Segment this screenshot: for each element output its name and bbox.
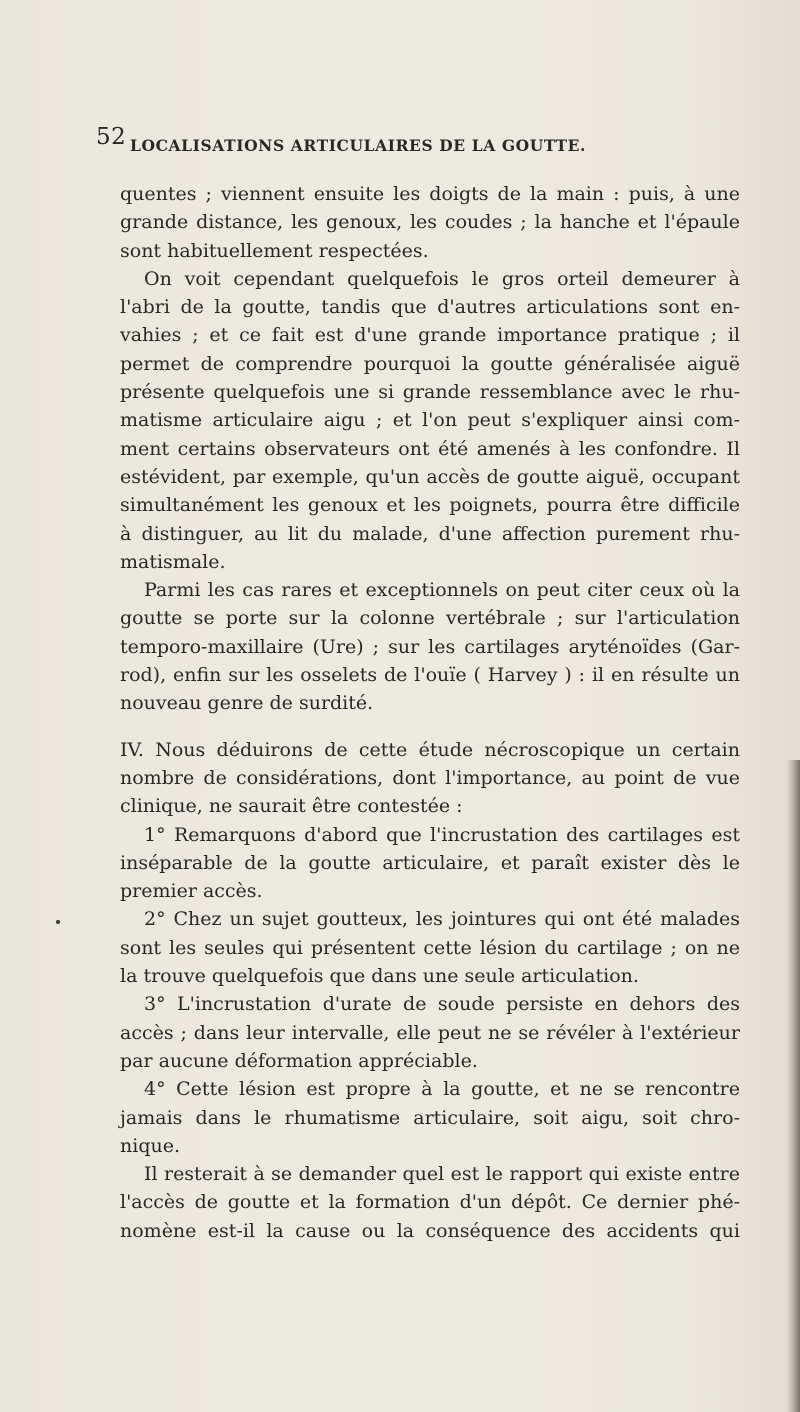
text-line: matisme articulaire aigu ; et l'on peut s'expliquer ainsi com- — [120, 409, 740, 432]
text-line: par aucune déformation appréciable. — [120, 1049, 478, 1072]
text-line: rod), enfin sur les osselets de l'ouïe ( Harvey ) : il en résulte un — [120, 664, 740, 687]
paragraph — [120, 821, 740, 906]
paragraph — [120, 1075, 740, 1160]
text-line: temporo-maxillaire (Ure) ; sur les cartilages aryténoïdes (Gar- — [120, 635, 740, 658]
text-line: permet de comprendre pourquoi la goutte généralisée aiguë — [120, 352, 740, 375]
body-text — [120, 180, 740, 1245]
text-line: à distinguer, au lit du malade, d'une affection purement rhu- — [120, 522, 740, 545]
text-line: 3° L'incrustation d'urate de soude persiste en dehors des — [144, 993, 740, 1016]
paragraph — [120, 576, 740, 717]
text-line: goutte se porte sur la colonne vertébrale ; sur l'articulation — [120, 607, 740, 630]
text-line: nombre de considérations, dont l'importance, au point de vue — [120, 766, 740, 789]
text-line: 2° Chez un sujet goutteux, les jointures qui ont été malades — [144, 908, 740, 931]
paragraph-gap — [120, 718, 740, 736]
text-line: l'accès de goutte et la formation d'un dépôt. Ce dernier phé- — [120, 1191, 740, 1214]
paragraph — [120, 905, 740, 990]
running-head-title: LOCALISATIONS ARTICULAIRES DE LA GOUTTE. — [130, 136, 587, 155]
text-line: inséparable de la goutte articulaire, et paraît exister dès le — [120, 851, 740, 874]
text-line: ment certains observateurs ont été amenés à les confondre. Il — [120, 437, 740, 460]
paragraph — [120, 180, 740, 265]
text-line: nouveau genre de surdité. — [120, 692, 374, 715]
paragraph — [120, 990, 740, 1075]
text-line: sont habituellement respectées. — [120, 239, 429, 262]
text-line: IV. Nous déduirons de cette étude nécroscopique un certain — [120, 738, 740, 761]
text-line: jamais dans le rhumatisme articulaire, soit aigu, soit chro- — [120, 1106, 740, 1129]
text-line: présente quelquefois une si grande ressemblance avec le rhu- — [120, 381, 740, 404]
text-line: 4° Cette lésion est propre à la goutte, et ne se rencontre — [144, 1078, 740, 1101]
text-line: accès ; dans leur intervalle, elle peut ne se révéler à l'extérieur — [120, 1021, 740, 1044]
text-line: quentes ; viennent ensuite les doigts de la main : puis, à une — [120, 183, 740, 205]
text-line: nique. — [120, 1134, 180, 1157]
text-line: On voit cependant quelquefois le gros orteil demeurer à — [144, 267, 740, 290]
paragraph — [120, 736, 740, 821]
text-line: l'abri de la goutte, tandis que d'autres articulations sont en- — [120, 296, 740, 319]
text-line: estévident, par exemple, qu'un accès de goutte aiguë, occupant — [120, 465, 740, 488]
text-line: premier accès. — [120, 880, 263, 903]
text-line: simultanément les genoux et les poignets, pourra être difficile — [120, 494, 740, 517]
text-line: matismale. — [120, 550, 226, 573]
page-edge-shadow — [786, 760, 800, 1412]
text-line: vahies ; et ce fait est d'une grande importance pratique ; il — [120, 324, 740, 347]
text-line: 1° Remarquons d'abord que l'incrustation des cartilages est — [144, 823, 740, 846]
margin-ink-mark — [56, 920, 60, 924]
paragraph — [120, 1160, 740, 1245]
text-line: sont les seules qui présentent cette lésion du cartilage ; on ne — [120, 936, 740, 959]
paragraph — [120, 265, 740, 576]
text-line: Il resterait à se demander quel est le rapport qui existe entre — [144, 1163, 740, 1186]
text-line: grande distance, les genoux, les coudes ; la hanche et l'épaule — [120, 211, 740, 234]
text-line: la trouve quelquefois que dans une seule articulation. — [120, 965, 639, 988]
text-line: Parmi les cas rares et exceptionnels on peut citer ceux où la — [144, 579, 740, 602]
text-line: nomène est-il la cause ou la conséquence des accidents qui — [120, 1219, 740, 1242]
page-number: 52 — [96, 124, 127, 150]
text-line: clinique, ne saurait être contestée : — [120, 795, 463, 818]
running-head — [96, 124, 736, 164]
